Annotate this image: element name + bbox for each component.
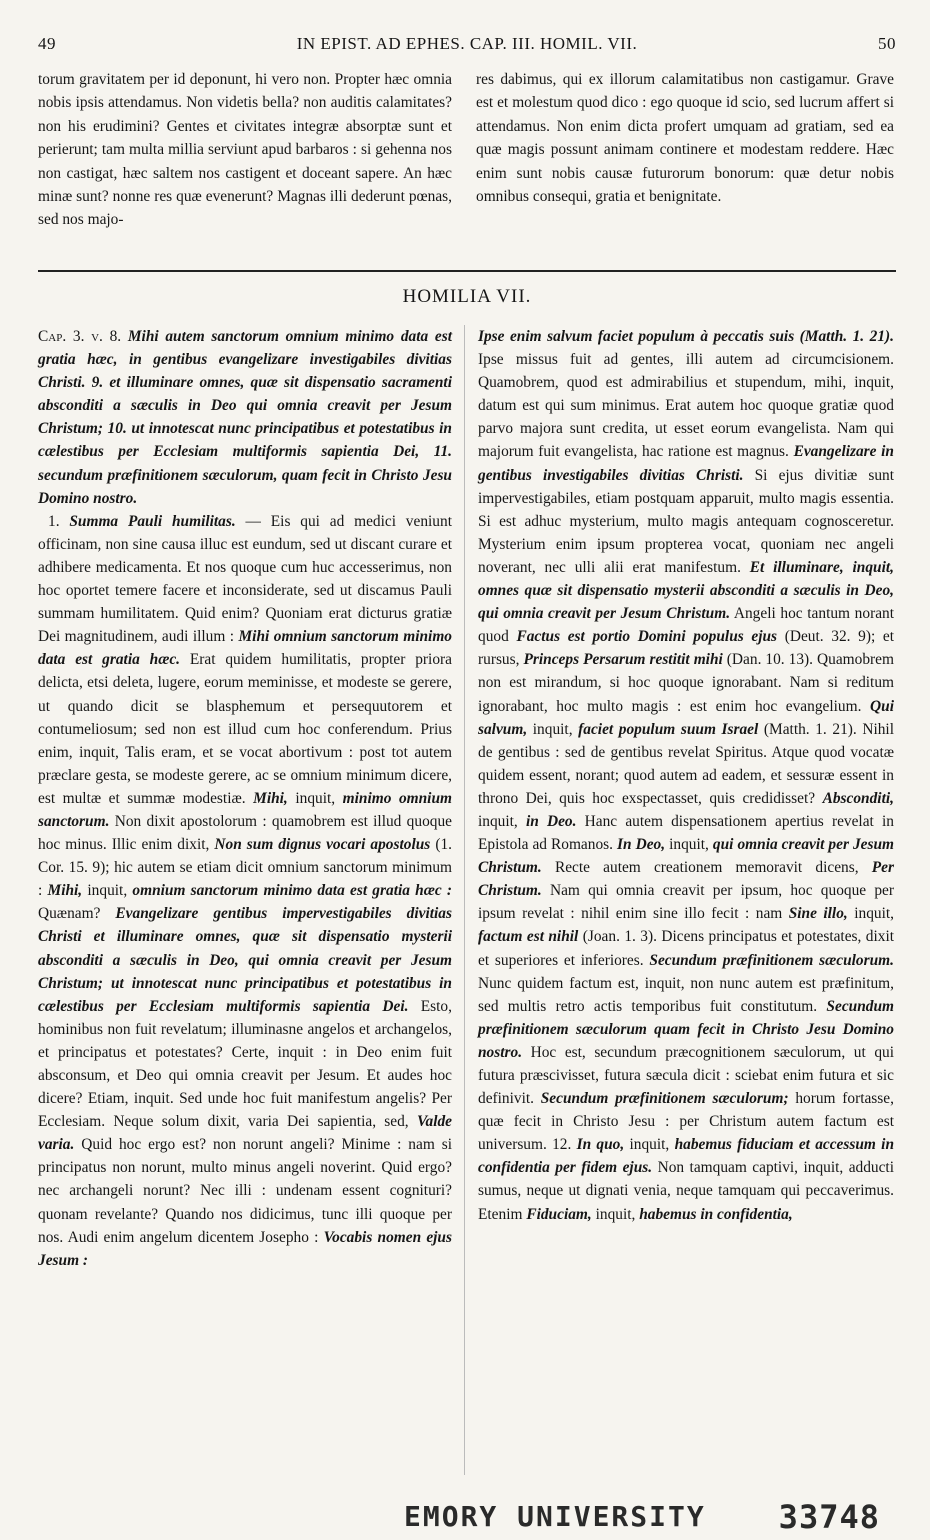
text-span: Esto, hominibus non fuit revelatum; illuminasne angelos et archangelos, et principatus et potestates? Certe, inquit : in Deo enim fuit absconsum, et Deo qui omnia creavit per Jesum. Et audes hoc dicere? Etiam, inquit. Sed unde hoc fuit manifestum angelis? Per Ecclesiam. Neque solum dixit, varia Dei sapientia, sed, <box>38 997 452 1131</box>
quote-span: omnium sanctorum minimo data est gratia hæc : <box>132 882 453 900</box>
stamp-number: 33748 <box>778 1498 880 1536</box>
quote-span: Mihi, <box>253 789 288 807</box>
text-span: inquit, <box>629 1136 670 1154</box>
verse-block <box>38 325 452 510</box>
chapter-ref: Cap. 3. v. 8. <box>38 328 122 345</box>
text-span: inquit, <box>854 905 894 923</box>
text-span: Non tamquam captivi, inquit, adducti sumus, neque ut dignati venia, neque tamquam qui peccaverimus. Etenim <box>478 1159 894 1223</box>
quote-span: Mihi omnium sanctorum minimo data est gratia hæc. <box>38 628 452 669</box>
text-span: (Dan. 10. 13). Quamobrem non est mirandum, si hoc quoque ignorabant. Nam si reditum ignorabant, hoc multo magis : est enim hoc evangelium. <box>478 651 894 715</box>
quote-span: Princeps Persarum restitit mihi <box>523 651 723 669</box>
quote-span: factum est nihil <box>478 928 579 946</box>
quote-span: Mihi, <box>47 882 83 900</box>
quote-span: Fiduciam, <box>526 1205 592 1223</box>
running-title: IN EPIST. AD EPHES. CAP. III. HOMIL. VII. <box>296 34 638 53</box>
quote-span: Sine illo, <box>788 905 848 923</box>
text-span: Erat quidem humilitatis, propter priora delicta, etsi deleta, lugere, eorum meminisse, et modeste se gerere, ut quando dicit se blasphemum et persequutorem et contumeliosum; sed non est illud cum hoc conferendum. Prius enim, inquit, Talis eram, et se vocat abortivum : post tot autem præclare gesta, se modeste gerere, ac se omnium minimum dicere, est multæ et summæ modestiæ. <box>38 651 452 807</box>
quote-span: habemus fiduciam et accessum in confidentia per fidem ejus. <box>478 1136 894 1177</box>
quote-span: In quo, <box>576 1136 625 1154</box>
text-span: Non dixit apostolorum : quamobrem est illud quoque hoc minus. Illic enim dixit, <box>38 812 452 854</box>
quote-span: Evangelizare in gentibus investigabiles divitias Christi. <box>478 443 894 484</box>
top-right-text: res dabimus, qui ex illorum calamitatibus non castigamur. Grave est et molestum quod dico : ego quoque id scio, sed lucrum affert si attendamus. Non enim dicta profert umquam ad gratiam, sed ea quæ magis possunt animam continere et modestam reddere. Hæc enim sunt nobis causæ futurorum bonorum: quæ detur nobis omnibus consequi, gratia et benignitate. <box>476 71 894 206</box>
quote-span: habemus in confidentia, <box>639 1205 793 1223</box>
text-span: Recte autem creationem memoravit dicens, <box>554 859 859 877</box>
text-span: (1. Cor. 15. 9); hic autem se etiam dicit omnium sanctorum minimum : <box>38 836 452 900</box>
verse-text: Mihi autem sanctorum omnium minimo data est gratia hæc, in gentibus evangelizare investigabiles divitias Christi. 9. et illuminare omnes, quæ sit dispensatio sacramenti absconditi a sæculis in Deo qui omnia creavit per Jesum Christum; 10. ut innotescat nunc principatibus et potestatibus in cælestibus per Ecclesiam multiformis sapientia Dei, 11. secundum præfinitionem sæculorum, quam fecit in Christo Jesu Domino nostro. <box>38 328 452 507</box>
quote-span: Evangelizare gentibus impervestigabiles divitias Christi et illuminare omnes, quæ sit dispensatio mysterii absconditi a sæculis in Deo, qui omnia creavit per Jesum Christum; ut innotescat nunc principatibus et potestatibus in cælestibus per Ecclesiam multiformis sapientia Dei. <box>38 905 452 1015</box>
text-span: (Deut. 32. 9); et rursus, <box>478 628 894 669</box>
text-span: inquit, <box>87 882 128 900</box>
text-span: inquit, <box>532 720 573 738</box>
paragraph-number: 1. <box>48 512 60 530</box>
quote-span: Secundum præfinitionem sæculorum; <box>540 1090 789 1108</box>
homily-title: HOMILIA VII. <box>402 286 532 307</box>
quote-span: qui omnia creavit per Jesum Christum. <box>478 836 895 877</box>
commentary-paragraph-continued <box>478 325 894 1226</box>
quote-span: Valde varia. <box>38 1113 452 1154</box>
section-rule <box>38 270 896 272</box>
text-span: inquit, <box>669 836 709 854</box>
quote-span: faciet populum suum Israel <box>578 720 759 738</box>
quote-span: Secundum præfinitionem sæculorum quam fecit in Christo Jesu Domino nostro. <box>478 997 894 1061</box>
quote-span: Et illuminare, inquit, omnes quæ sit dispensatio mysterii absconditi a sæculis in Deo, qui omnia creavit per Jesum Christum. <box>478 558 894 623</box>
top-left-text: torum gravitatem per id deponunt, hi vero non. Propter hæc omnia nobis ipsis attendamus. Non videtis bella? non auditis calamitates? non his erudimini? Gentes et civitates integræ absorptæ sunt et perierunt; tam multa millia serviunt apud barbaros : si gehenna nos non castigat, hæc saltem nos castigent et doceant sapere. An hæc minæ sunt? nonne res quæ evenerunt? Magnas illi dederunt pœnas, sed nos majo- <box>38 71 452 229</box>
text-span: Hanc autem dispensationem apertius revelat in Epistola ad Romanos. <box>478 812 894 854</box>
text-span: (Joan. 1. 3). Dicens principatus et potestates, dixit et superiores et inferiores. <box>478 928 894 969</box>
text-span: Hoc est, secundum præcognitionem sæculorum, ut qui futura præscivisset, futura sæcula dicit : sciebat enim futura et sic definivit. <box>478 1043 894 1108</box>
text-span: Si ejus divitiæ sunt impervestigabiles, etiam postquam apparuit, multo magis essentia. Si est adhuc mysterium, multo magis antequam cognosceretur. Mysterium enim ipsum propterea vocat, quoniam nec angeli noverant, nec ulli alii erat manifestum. <box>478 466 894 576</box>
quote-span: Ipse enim salvum faciet populum à peccatis suis (Matth. 1. 21). <box>478 328 894 345</box>
top-right-column <box>476 68 894 208</box>
quote-span: Per Christum. <box>478 859 894 900</box>
text-span: inquit, <box>478 812 518 830</box>
text-span: Nam qui omnia creavit per ipsum, hoc quoque per ipsum revelat : nihil enim sine illo fecit : nam <box>478 882 894 923</box>
page-number-right: 50 <box>878 34 896 53</box>
text-span: (Matth. 1. 21). Nihil de gentibus : sed de gentibus revelat Spiritus. Atque quod vocatæ quidem essent, norant; quod autem ad eadem, et sessuræ essent in throno Dei, quis hoc exspectasset, quis credidisset? <box>478 720 894 807</box>
quote-span: In Deo, <box>617 836 666 854</box>
text-span: Quid hoc ergo est? non norunt angeli? Minime : nam si principatus non norunt, multo minus angeli noverint. Quid ergo? nec archangeli norunt? Nec illi : undenam essent cognituri? quonam revelante? Quando nos didicimus, tunc illi quoque per nos. Audi enim angelum dicentem Josepho : <box>38 1136 452 1246</box>
page-number-left: 49 <box>38 34 56 53</box>
library-stamp <box>404 1494 904 1540</box>
column-divider <box>464 325 465 1475</box>
quote-span: Vocabis nomen ejus Jesum : <box>38 1228 452 1269</box>
stamp-text: EMORY UNIVERSITY <box>404 1500 706 1533</box>
quote-span: in Deo. <box>525 812 577 830</box>
quote-span: minimo omnium sanctorum. <box>38 789 452 830</box>
running-header <box>38 34 896 60</box>
right-column <box>478 325 894 1226</box>
text-span: Ipse missus fuit ad gentes, illi autem ad circumcisionem. Quamobrem, quod est admirabilius et stupendum, mihi, inquit, datum est qui sum minimus. Erat autem hoc quoque gratiæ quod parvo majora sunt credita, ut esset eorum evangelista. Nam qui majorum fuit evangelista, hac ratione est magnus. <box>478 351 894 461</box>
text-span: inquit, <box>595 1205 636 1223</box>
quote-span: Qui salvum, <box>478 697 894 738</box>
text-span: Quænam? <box>38 905 101 923</box>
text-span: Nunc quidem factum est, inquit, non nunc autem est præfinitum, sed multis retro actis temporibus fuit constitutum. <box>478 974 894 1015</box>
quote-span: Non sum dignus vocari apostolus <box>214 836 431 854</box>
text-span: Angeli hoc tantum norant quod <box>478 605 895 646</box>
quote-span: Absconditi, <box>822 789 894 807</box>
text-span: inquit, <box>295 789 336 807</box>
text-span: — Eis qui ad medici veniunt officinam, non sine causa illuc est eundum, sed ut discant curare et adhibere medicamenta. Et nos quoque cum huc accesserimus, non hoc oportet temere facere et inconsiderate, sed ut discamus Pauli summam humilitatem. Quid enim? Quoniam erat dicturus gratiæ Dei magnitudinem, audi illum : <box>38 512 452 646</box>
quote-span: Secundum præfinitionem sæculorum. <box>649 951 894 969</box>
paragraph-heading: Summa Pauli humilitas. <box>69 512 236 530</box>
text-span: horum fortasse, quæ fecit in Christo Jesu : per Christum autem factum est universum. 12. <box>478 1090 894 1154</box>
top-left-column <box>38 68 452 232</box>
left-column <box>38 325 452 1272</box>
commentary-paragraph <box>38 510 452 1272</box>
quote-span: Factus est portio Domini populus ejus <box>516 628 778 646</box>
